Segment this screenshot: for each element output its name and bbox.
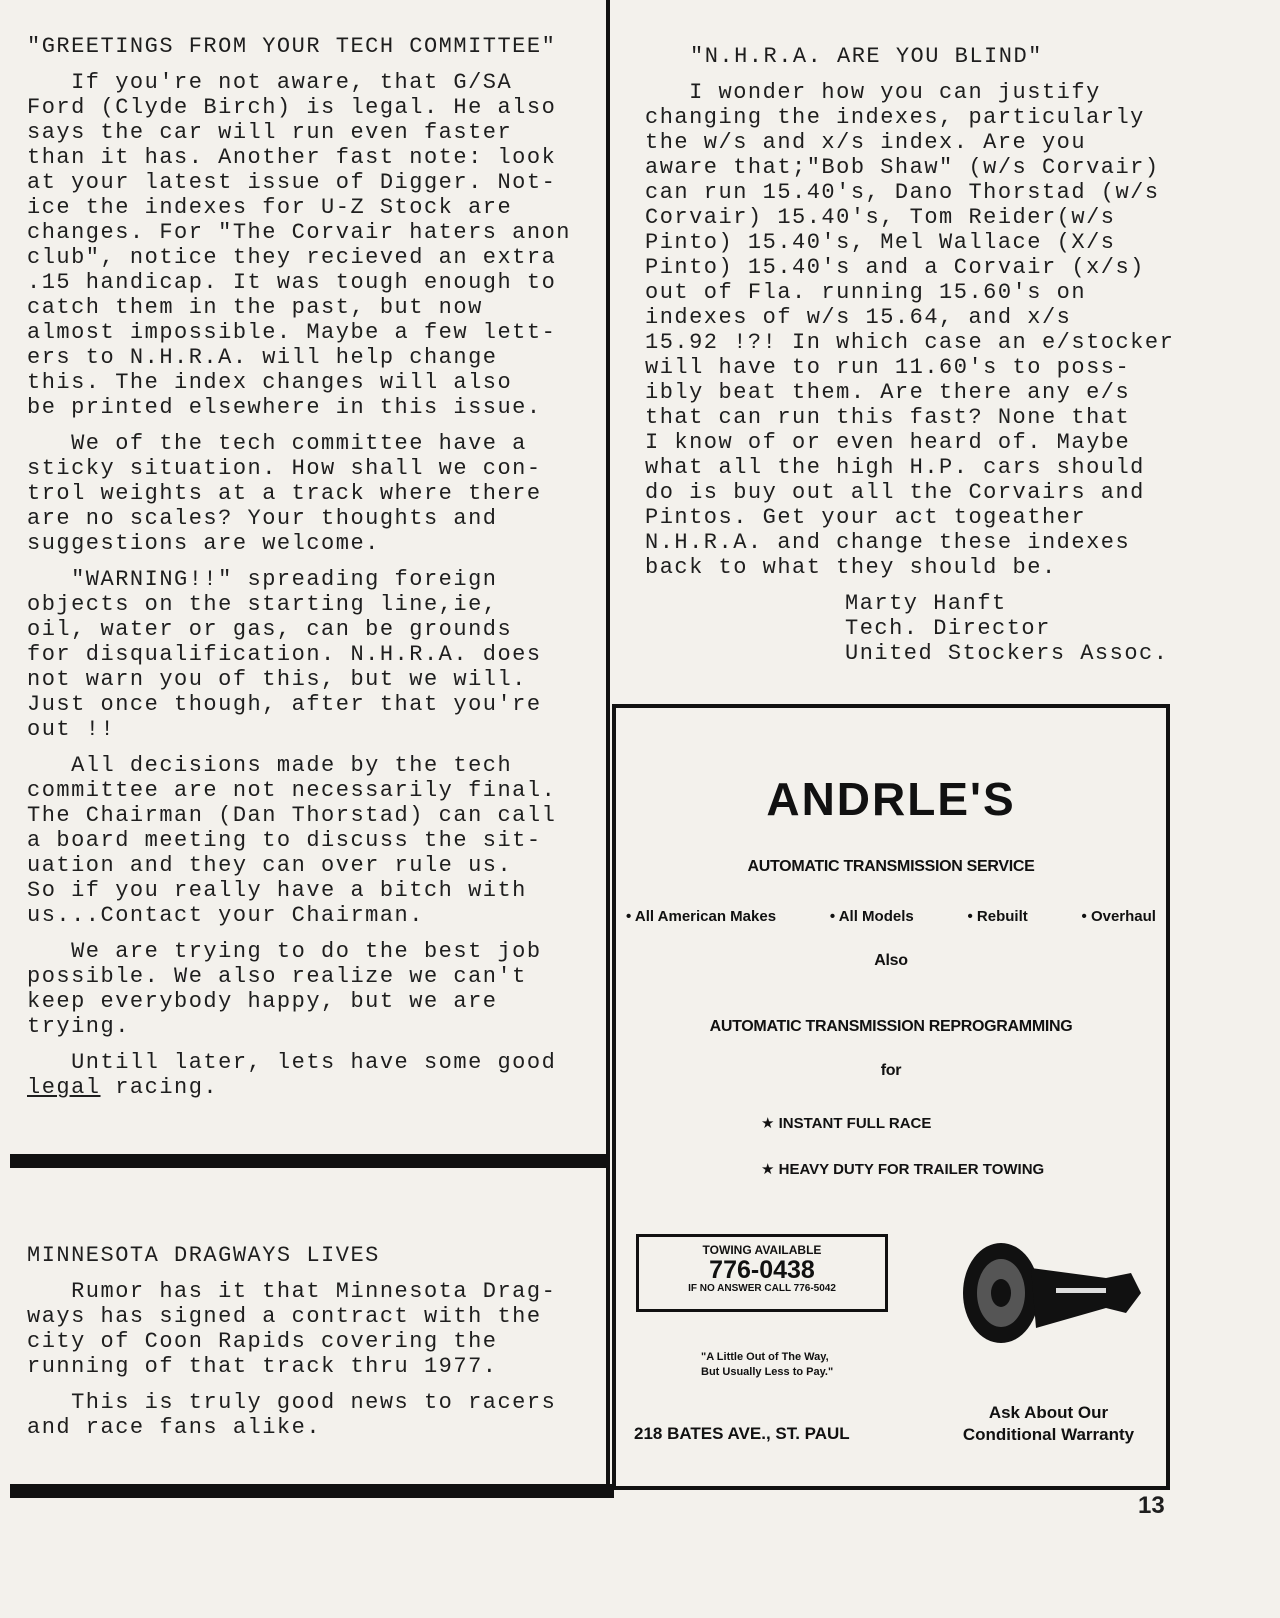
paragraph xyxy=(27,1279,556,1379)
text-line: ibly beat them. Are there any e/s xyxy=(645,380,1131,405)
text-line: N.H.R.A. and change these indexes xyxy=(645,530,1131,555)
text-line: uation and they can over rule us. xyxy=(27,853,513,878)
ad-slogan: "A Little Out of The Way, But Usually Less to Pay." xyxy=(701,1351,834,1378)
star-icon: ★ xyxy=(761,1115,775,1132)
text-line: Rumor has it that Minnesota Drag- xyxy=(27,1279,557,1304)
text-line: Untill later, lets have some good xyxy=(27,1050,557,1075)
paragraph xyxy=(27,939,571,1039)
bottom-divider xyxy=(10,1484,614,1498)
text-line: will have to run 11.60's to poss- xyxy=(645,355,1131,380)
feature-item: • Rebuilt xyxy=(967,908,1028,925)
article-title: "GREETINGS FROM YOUR TECH COMMITTEE" xyxy=(27,34,557,59)
text-line: oil, water or gas, can be grounds xyxy=(27,617,513,642)
closing-line: legal racing. xyxy=(27,1075,219,1100)
text-line: out of Fla. running 15.60's on xyxy=(645,280,1087,305)
ad-also: Also xyxy=(874,952,908,969)
text-line: not warn you of this, but we will. xyxy=(27,667,527,692)
paragraph xyxy=(27,1050,571,1075)
text-line: and race fans alike. xyxy=(27,1415,322,1440)
text-line: do is buy out all the Corvairs and xyxy=(645,480,1145,505)
feature-item: • All American Makes xyxy=(626,908,777,925)
text-line: .15 handicap. It was tough enough to xyxy=(27,270,557,295)
text-line: back to what they should be. xyxy=(645,555,1057,580)
paragraph xyxy=(27,1390,556,1440)
towing-box: TOWING AVAILABLE 776-0438 IF NO ANSWER CALL 776-5042 xyxy=(636,1234,888,1312)
column-divider xyxy=(606,0,610,1496)
ad-for: for xyxy=(880,1062,902,1079)
ad-warranty: Ask About Our Conditional Warranty xyxy=(962,1403,1135,1444)
text-line: suggestions are welcome. xyxy=(27,531,380,556)
text-line: The Chairman (Dan Thorstad) can call xyxy=(27,803,557,828)
text-line: Corvair) 15.40's, Tom Reider(w/s xyxy=(645,205,1116,230)
text-line: Pinto) 15.40's, Mel Wallace (X/s xyxy=(645,230,1116,255)
text-line: We of the tech committee have a xyxy=(27,431,527,456)
feature-item: • Overhaul xyxy=(1081,908,1156,925)
text-line: Pinto) 15.40's and a Corvair (x/s) xyxy=(645,255,1145,280)
paragraph xyxy=(27,70,571,420)
right-article xyxy=(645,44,1174,666)
paragraph xyxy=(27,567,571,742)
text-line: the w/s and x/s index. Are you xyxy=(645,130,1087,155)
text-line: "WARNING!!" spreading foreign xyxy=(27,567,498,592)
text-line: catch them in the past, but now xyxy=(27,295,483,320)
ad-option: ★ INSTANT FULL RACE xyxy=(761,1115,932,1132)
text-line: almost impossible. Maybe a few lett- xyxy=(27,320,557,345)
text-line: So if you really have a bitch with xyxy=(27,878,527,903)
ad-reprogramming: AUTOMATIC TRANSMISSION REPROGRAMMING xyxy=(709,1018,1073,1035)
text-line: says the car will run even faster xyxy=(27,120,513,145)
text-line: I wonder how you can justify xyxy=(645,80,1101,105)
page-number: 13 xyxy=(1138,1492,1165,1519)
paragraph xyxy=(27,753,571,928)
text-line: city of Coon Rapids covering the xyxy=(27,1329,498,1354)
text-line: We are trying to do the best job xyxy=(27,939,542,964)
left-article xyxy=(27,34,571,1100)
text-line: changes. For "The Corvair haters anon xyxy=(27,220,571,245)
text-line: I know of or even heard of. Maybe xyxy=(645,430,1131,455)
text-line: trying. xyxy=(27,1014,130,1039)
text-line: us...Contact your Chairman. xyxy=(27,903,424,928)
ad-service: AUTOMATIC TRANSMISSION SERVICE xyxy=(747,858,1035,875)
text-line: what all the high H.P. cars should xyxy=(645,455,1145,480)
feature-item: • All Models xyxy=(829,908,914,925)
paragraph xyxy=(645,80,1174,580)
text-line: committee are not necessarily final. xyxy=(27,778,557,803)
ad-features xyxy=(626,908,1156,925)
text-line: changing the indexes, particularly xyxy=(645,105,1145,130)
text-line: possible. We also realize we can't xyxy=(27,964,527,989)
text-line: that can run this fast? None that xyxy=(645,405,1131,430)
text-line: out !! xyxy=(27,717,116,742)
text-line: Pintos. Get your act togeather xyxy=(645,505,1087,530)
text-line: This is truly good news to racers xyxy=(27,1390,557,1415)
paragraph xyxy=(27,431,571,556)
text-line: If you're not aware, that G/SA xyxy=(27,70,513,95)
text-line: this. The index changes will also xyxy=(27,370,513,395)
text-line: ways has signed a contract with the xyxy=(27,1304,542,1329)
ad-address: 218 BATES AVE., ST. PAUL xyxy=(634,1424,850,1443)
text-line: All decisions made by the tech xyxy=(27,753,513,778)
text-line: 15.92 !?! In which case an e/stocker xyxy=(645,330,1175,355)
ad-option: ★ HEAVY DUTY FOR TRAILER TOWING xyxy=(761,1161,1045,1178)
article-title: MINNESOTA DRAGWAYS LIVES xyxy=(27,1243,380,1268)
text-line: Just once though, after that you're xyxy=(27,692,542,717)
bottom-article xyxy=(27,1243,556,1451)
section-divider xyxy=(10,1154,608,1168)
text-line: sticky situation. How shall we con- xyxy=(27,456,542,481)
phone-number: 776-0438 xyxy=(709,1256,815,1284)
text-line: than it has. Another fast note: look xyxy=(27,145,557,170)
ad-brand: ANDRLE'S xyxy=(766,773,1016,825)
text-line: are no scales? Your thoughts and xyxy=(27,506,498,531)
text-line: Ford (Clyde Birch) is legal. He also xyxy=(27,95,557,120)
text-line: indexes of w/s 15.64, and x/s xyxy=(645,305,1072,330)
text-line: a board meeting to discuss the sit- xyxy=(27,828,542,853)
text-line: at your latest issue of Digger. Not- xyxy=(27,170,557,195)
signature: Marty Hanft Tech. Director United Stockers Assoc. xyxy=(845,591,1169,666)
article-title: "N.H.R.A. ARE YOU BLIND" xyxy=(690,44,1043,69)
text-line: keep everybody happy, but we are xyxy=(27,989,498,1014)
text-line: aware that;"Bob Shaw" (w/s Corvair) xyxy=(645,155,1160,180)
text-line: can run 15.40's, Dano Thorstad (w/s xyxy=(645,180,1160,205)
text-line: trol weights at a track where there xyxy=(27,481,542,506)
transmission-illustration-icon xyxy=(956,1238,1146,1348)
text-line: ers to N.H.R.A. will help change xyxy=(27,345,498,370)
text-line: running of that track thru 1977. xyxy=(27,1354,498,1379)
star-icon: ★ xyxy=(761,1161,775,1178)
text-line: club", notice they recieved an extra xyxy=(27,245,557,270)
text-line: ice the indexes for U-Z Stock are xyxy=(27,195,513,220)
text-line: for disqualification. N.H.R.A. does xyxy=(27,642,542,667)
text-line: objects on the starting line,ie, xyxy=(27,592,498,617)
andrles-advertisement xyxy=(612,704,1170,1490)
text-line: be printed elsewhere in this issue. xyxy=(27,395,542,420)
